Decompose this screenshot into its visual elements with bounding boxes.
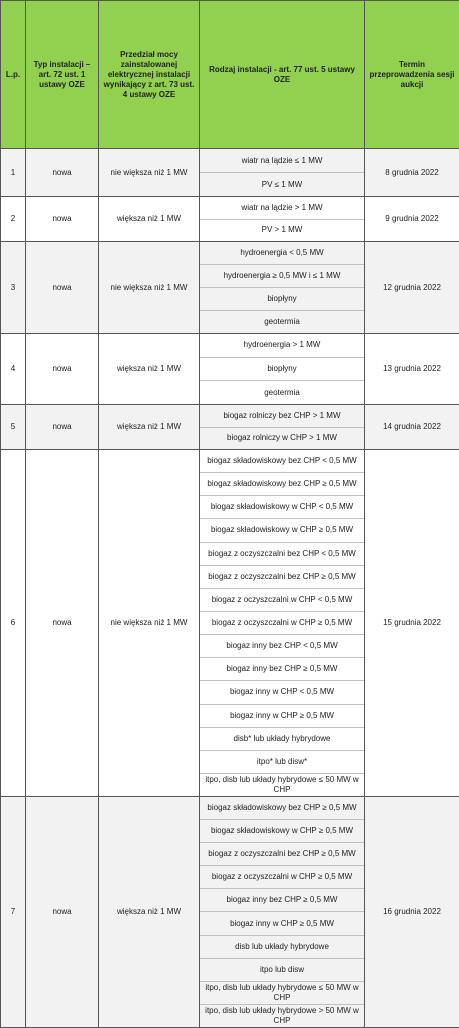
capacity-range: większa niż 1 MW (99, 797, 200, 1028)
capacity-range: większa niż 1 MW (99, 197, 200, 242)
installation-kind-item: biogaz inny w CHP < 0,5 MW (200, 680, 364, 703)
installation-kind-item: biogaz z oczyszczalni w CHP < 0,5 MW (200, 588, 364, 611)
header-lp: L.p. (1, 1, 26, 149)
installation-kinds (200, 149, 365, 197)
row-number: 4 (1, 334, 26, 405)
installation-type: nowa (26, 197, 99, 242)
installation-type: nowa (26, 242, 99, 334)
installation-kind-item: biogaz z oczyszczalni bez CHP ≥ 0,5 MW (200, 565, 364, 588)
installation-kind-item: itpo, disb lub układy hybrydowe ≤ 50 MW w CHP (200, 981, 364, 1004)
installation-kind-list (200, 242, 364, 333)
installation-kind-list (200, 149, 364, 196)
table-row (1, 450, 459, 797)
installation-kind-list (200, 334, 364, 404)
installation-kind-item: biogaz z oczyszczalni bez CHP < 0,5 MW (200, 542, 364, 565)
installation-kind-list (200, 450, 364, 796)
installation-kind-item: hydroenergia < 0,5 MW (200, 242, 364, 264)
installation-kind-item: itpo, disb lub układy hybrydowe > 50 MW w CHP (200, 1004, 364, 1027)
installation-kind-item: disb* lub układy hybrydowe (200, 727, 364, 750)
installation-kind-item: wiatr na lądzie > 1 MW (200, 197, 364, 219)
installation-type: nowa (26, 334, 99, 405)
table-row (1, 405, 459, 450)
installation-kind-item: biopłyny (200, 287, 364, 310)
installation-kind-item: biogaz z oczyszczalni w CHP ≥ 0,5 MW (200, 611, 364, 634)
installation-kind-item: disb lub układy hybrydowe (200, 935, 364, 958)
installation-kind-list (200, 797, 364, 1027)
installation-kinds (200, 450, 365, 797)
row-number: 3 (1, 242, 26, 334)
installation-kind-item: biogaz inny bez CHP < 0,5 MW (200, 634, 364, 657)
capacity-range: nie większa niż 1 MW (99, 242, 200, 334)
installation-kind-item: itpo, disb lub układy hybrydowe ≤ 50 MW w CHP (200, 773, 364, 796)
installation-kinds (200, 797, 365, 1028)
table-row (1, 797, 459, 1028)
row-number: 2 (1, 197, 26, 242)
row-number: 7 (1, 797, 26, 1028)
installation-kinds (200, 334, 365, 405)
row-number: 1 (1, 149, 26, 197)
installation-kind-item: PV > 1 MW (200, 219, 364, 242)
installation-kind-item: hydroenergia ≥ 0,5 MW i ≤ 1 MW (200, 264, 364, 287)
row-number: 6 (1, 450, 26, 797)
installation-kind-item: biogaz składowiskowy bez CHP ≥ 0,5 MW (200, 472, 364, 495)
auction-date: 13 grudnia 2022 (365, 334, 459, 405)
installation-type: nowa (26, 450, 99, 797)
row-number: 5 (1, 405, 26, 450)
capacity-range: nie większa niż 1 MW (99, 450, 200, 797)
header-installation-kind: Rodzaj instalacji - art. 77 ust. 5 ustawy OZE (200, 1, 365, 149)
table-row (1, 242, 459, 334)
table-row (1, 149, 459, 197)
installation-kind-item: biogaz składowiskowy bez CHP ≥ 0,5 MW (200, 797, 364, 819)
installation-type: nowa (26, 405, 99, 450)
installation-kind-item: biogaz inny bez CHP ≥ 0,5 MW (200, 888, 364, 911)
installation-kind-item: biogaz składowiskowy w CHP ≥ 0,5 MW (200, 819, 364, 842)
capacity-range: nie większa niż 1 MW (99, 149, 200, 197)
auction-date: 15 grudnia 2022 (365, 450, 459, 797)
installation-kind-item: biogaz składowiskowy w CHP < 0,5 MW (200, 495, 364, 518)
installation-kind-item: biogaz składowiskowy w CHP ≥ 0,5 MW (200, 518, 364, 541)
installation-kind-item: biogaz rolniczy bez CHP > 1 MW (200, 405, 364, 427)
installation-kinds (200, 242, 365, 334)
installation-kind-item: itpo lub disw (200, 958, 364, 981)
capacity-range: większa niż 1 MW (99, 334, 200, 405)
table-body (1, 149, 459, 1028)
auction-date: 16 grudnia 2022 (365, 797, 459, 1028)
installation-kind-item: biogaz inny w CHP ≥ 0,5 MW (200, 704, 364, 727)
installation-kind-item: biogaz z oczyszczalni w CHP ≥ 0,5 MW (200, 865, 364, 888)
installation-type: nowa (26, 149, 99, 197)
installation-kind-item: biogaz inny w CHP ≥ 0,5 MW (200, 911, 364, 934)
installation-kind-item: biogaz z oczyszczalni bez CHP ≥ 0,5 MW (200, 842, 364, 865)
installation-kind-item: geotermia (200, 380, 364, 404)
installation-kind-item: biogaz inny bez CHP ≥ 0,5 MW (200, 657, 364, 680)
auction-date: 14 grudnia 2022 (365, 405, 459, 450)
installation-kind-item: biogaz składowiskowy bez CHP < 0,5 MW (200, 450, 364, 472)
installation-kind-item: PV ≤ 1 MW (200, 172, 364, 196)
installation-kind-item: itpo* lub disw* (200, 750, 364, 773)
installation-kind-item: biogaz rolniczy w CHP > 1 MW (200, 427, 364, 450)
installation-type: nowa (26, 797, 99, 1028)
auction-date: 8 grudnia 2022 (365, 149, 459, 197)
auction-date: 12 grudnia 2022 (365, 242, 459, 334)
installation-kinds (200, 405, 365, 450)
table-row (1, 197, 459, 242)
installation-kind-item: hydroenergia > 1 MW (200, 334, 364, 357)
header-installation-type: Typ instalacji – art. 72 ust. 1 ustawy OZE (26, 1, 99, 149)
header-auction-date: Termin przeprowadzenia sesji aukcji (365, 1, 459, 149)
header-capacity-range: Przedział mocy zainstalowanej elektrycznej instalacji wynikający z art. 73 ust. 4 ustawy OZE (99, 1, 200, 149)
table-row (1, 334, 459, 405)
installation-kind-item: biopłyny (200, 357, 364, 381)
installation-kind-list (200, 197, 364, 241)
auction-date: 9 grudnia 2022 (365, 197, 459, 242)
installation-kinds (200, 197, 365, 242)
installation-kind-item: geotermia (200, 310, 364, 333)
installation-kind-item: wiatr na lądzie ≤ 1 MW (200, 149, 364, 172)
header-row (1, 1, 459, 149)
capacity-range: większa niż 1 MW (99, 405, 200, 450)
installation-kind-list (200, 405, 364, 449)
